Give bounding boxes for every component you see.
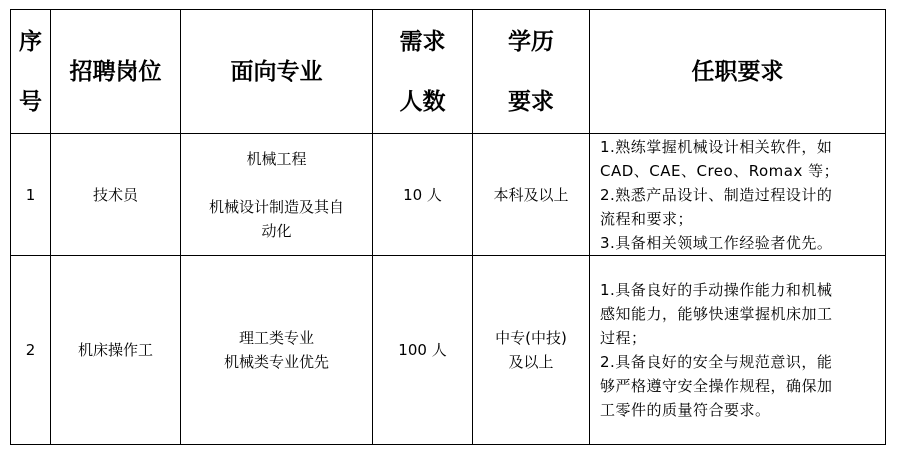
header-education-line-2: 要求 — [508, 88, 554, 115]
header-seq-line-1: 序 — [19, 28, 42, 55]
row-education-line: 中专(中技) — [495, 329, 567, 347]
header-education — [473, 10, 590, 134]
row-count: 100 人 — [373, 256, 473, 445]
row-requirements — [590, 256, 886, 445]
row-seq: 2 — [11, 256, 51, 445]
requirement-line: 感知能力，能够快速掌握机床加工 — [600, 305, 833, 323]
row-post: 技术员 — [51, 134, 181, 256]
row-education-line: 及以上 — [508, 353, 554, 371]
row-post: 机床操作工 — [51, 256, 181, 445]
row-major — [181, 256, 373, 445]
row-education-line: 本科及以上 — [493, 185, 569, 204]
header-row — [11, 10, 886, 134]
header-education-line-1: 学历 — [508, 28, 554, 55]
row-major — [181, 134, 373, 256]
recruitment-table — [10, 9, 886, 445]
requirement-line: 3.具备相关领域工作经验者优先。 — [600, 233, 833, 252]
header-count-line-1: 需求 — [399, 28, 446, 55]
requirement-line: 1.熟练掌握机械设计相关软件，如 — [600, 137, 833, 156]
requirement-line: 流程和要求； — [600, 209, 694, 228]
header-post: 招聘岗位 — [51, 10, 181, 134]
header-seq — [11, 10, 51, 134]
requirement-line: 工零件的质量符合要求。 — [600, 401, 771, 419]
requirement-line: CAD、CAE、Creo、Romax 等； — [600, 161, 840, 180]
row-major-line: 机械类专业优先 — [223, 353, 329, 371]
row-education — [473, 256, 590, 445]
table-row — [11, 256, 886, 445]
header-count — [373, 10, 473, 134]
row-education — [473, 134, 590, 256]
row-requirements — [590, 134, 886, 256]
requirement-line: 够严格遵守安全操作规程，确保加 — [600, 377, 833, 395]
requirement-line: 1.具备良好的手动操作能力和机械 — [600, 281, 833, 299]
row-major-line: 动化 — [261, 221, 292, 240]
header-major: 面向专业 — [181, 10, 373, 134]
requirement-line: 2.熟悉产品设计、制造过程设计的 — [600, 185, 833, 204]
header-seq-line-2: 号 — [19, 88, 42, 115]
requirement-line: 过程； — [600, 329, 647, 347]
row-seq: 1 — [11, 134, 51, 256]
row-major-line: 机械工程 — [246, 149, 307, 168]
header-count-line-2: 人数 — [399, 88, 446, 115]
row-major-line: 理工类专业 — [238, 329, 314, 347]
requirement-line: 2.具备良好的安全与规范意识，能 — [600, 353, 833, 371]
header-requirements: 任职要求 — [590, 10, 886, 134]
row-count: 10 人 — [373, 134, 473, 256]
table-row — [11, 134, 886, 256]
row-major-line: 机械设计制造及其自 — [208, 197, 344, 216]
